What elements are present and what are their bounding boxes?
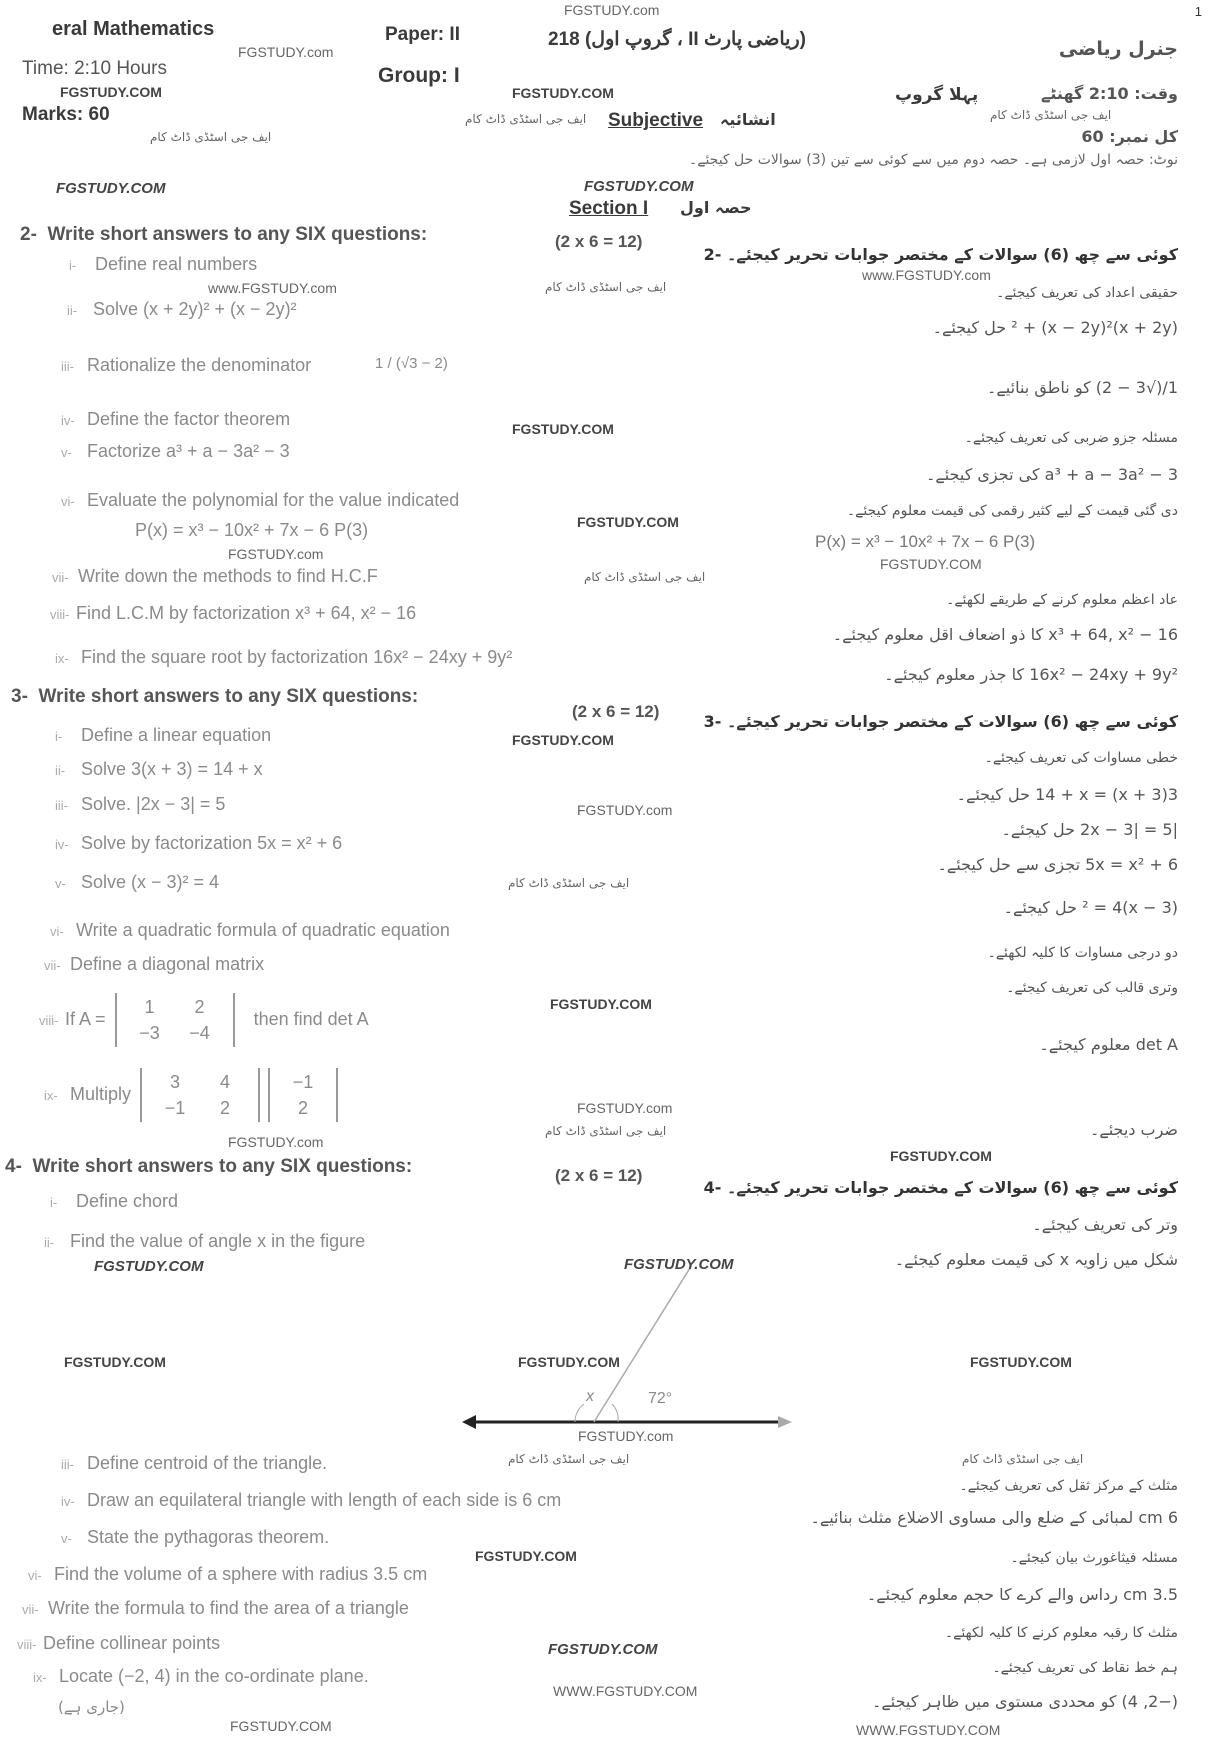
item-number: v- [61, 1531, 72, 1546]
item-number: iv- [61, 1494, 75, 1509]
q3-urdu-item: ضرب دیجئے۔ [1089, 1120, 1178, 1139]
item-number: viii- [39, 1012, 59, 1028]
item-text: Define the factor theorem [87, 409, 291, 429]
watermark: FGSTUDY.COM [518, 1354, 620, 1370]
item-text: Define real numbers [95, 254, 258, 274]
angle-arc [612, 1404, 618, 1422]
item-number: iii- [61, 359, 74, 374]
item-number: iv- [55, 837, 69, 852]
q2-urdu-math: P(x) = x³ − 10x² + 7x − 6 P(3) [815, 532, 1036, 551]
item-text: Locate (−2, 4) in the co-ordinate plane. [59, 1666, 369, 1686]
subjective-label: Subjective [608, 110, 704, 131]
item-text: Solve 3(x + 3) = 14 + x [81, 759, 263, 779]
item-text: Define centroid of the triangle. [87, 1453, 328, 1473]
watermark: FGSTUDY.COM [550, 996, 652, 1012]
q4-urdu-item: 3.5 cm رداس والے کرے کا حجم معلوم کیجئے۔ [866, 1585, 1178, 1604]
watermark: WWW.FGSTUDY.COM [553, 1683, 698, 1699]
q2-item-math: 1 / (√3 − 2) [375, 355, 448, 372]
q2-urdu-item: دی گئی قیمت کے لیے کثیر رقمی کی قیمت معلوم کیجئے۔ [846, 503, 1178, 519]
item-number: i- [55, 729, 63, 744]
item-number: ix- [44, 1087, 58, 1103]
item-text: Factorize a³ + a − 3a² − 3 [87, 441, 290, 461]
item-text: If A = [65, 1008, 106, 1029]
q3-urdu-item: 5x = x² + 6 تجزی سے حل کیجئے۔ [937, 855, 1178, 874]
item-number: vii- [52, 570, 69, 585]
watermark: FGSTUDY.com [238, 44, 334, 60]
item-number: vii- [44, 958, 61, 973]
urdu-watermark: ایف جی اسٹڈی ڈاٹ کام [465, 112, 587, 126]
urdu-watermark: ایف جی اسٹڈی ڈاٹ کام [508, 876, 630, 890]
q3-urdu-item: خطی مساوات کی تعریف کیجئے۔ [984, 750, 1178, 766]
watermark: FGSTUDY.COM [584, 178, 694, 195]
watermark: FGSTUDY.COM [624, 1256, 734, 1273]
watermark: FGSTUDY.COM [94, 1258, 204, 1275]
q4-urdu-item: (−2, 4) کو محددی مستوی میں ظاہر کیجئے۔ [872, 1692, 1178, 1711]
matrix-cell: 1 [144, 997, 155, 1017]
watermark: FGSTUDY.COM [230, 1718, 332, 1734]
item-text: Solve by factorization 5x = x² + 6 [81, 833, 343, 853]
q3-urdu-item: det A معلوم کیجئے۔ [1039, 1035, 1178, 1054]
matrix-cell: −1 [164, 1098, 186, 1118]
item-text: Define chord [76, 1191, 179, 1211]
urdu-watermark: ایف جی اسٹڈی ڈاٹ کام [150, 130, 272, 144]
item-text: Solve (x + 2y)² + (x − 2y)² [93, 299, 297, 319]
watermark: FGSTUDY.COM [512, 732, 614, 748]
q4-urdu-item: وتر کی تعریف کیجئے۔ [1032, 1215, 1178, 1234]
matrix-cell: −1 [292, 1072, 314, 1092]
arrow-right-icon [778, 1416, 792, 1428]
q4-urdu-title: کوئی سے چھ (6) سوالات کے مختصر جوابات تحریر کیجئے۔ -4 [703, 1178, 1178, 1197]
section-urdu: حصہ اول [680, 198, 752, 217]
q3-marks: (2 x 6 = 12) [572, 702, 660, 721]
item-text: Define collinear points [43, 1633, 221, 1653]
q2-urdu-item: مسئلہ جزو ضربی کی تعریف کیجئے۔ [964, 430, 1178, 446]
item-number: vii- [22, 1602, 39, 1617]
item-text: Write down the methods to find H.C.F [78, 566, 378, 586]
q2-title: Write short answers to any SIX questions: [47, 224, 428, 245]
item-text: Solve (x − 3)² = 4 [81, 872, 220, 892]
page-number: 1 [1194, 4, 1202, 19]
item-text: Evaluate the polynomial for the value indicated [87, 490, 460, 510]
item-text: Find the value of angle x in the figure [70, 1231, 366, 1251]
subject-title: eral Mathematics [52, 18, 215, 40]
item-number: v- [55, 876, 66, 891]
item-number: viii- [17, 1637, 37, 1652]
item-number: iii- [61, 1457, 74, 1472]
group-label: Group: I [378, 64, 460, 87]
item-number: vi- [28, 1568, 42, 1583]
q2-urdu-item: حقیقی اعداد کی تعریف کیجئے۔ [996, 285, 1178, 301]
item-number: iv- [61, 413, 75, 428]
urdu-marks-label: کل نمبر: 60 [1081, 127, 1178, 146]
figure-ray [594, 1268, 690, 1422]
item-number: ix- [33, 1670, 47, 1685]
item-text: Define a linear equation [81, 725, 272, 745]
watermark: FGSTUDY.COM [890, 1148, 992, 1164]
paper-label: Paper: II [385, 24, 460, 45]
watermark: FGSTUDY.COM [970, 1354, 1072, 1370]
q2-urdu-item: a³ + a − 3a² − 3 کی تجزی کیجئے۔ [925, 465, 1178, 484]
watermark: www.FGSTUDY.com [862, 267, 991, 283]
q2-urdu-item: 16x² − 24xy + 9y² کا جذر معلوم کیجئے۔ [884, 665, 1178, 684]
urdu-watermark: ایف جی اسٹڈی ڈاٹ کام [545, 280, 667, 294]
item-number: vi- [61, 494, 75, 509]
watermark: FGSTUDY.COM [512, 85, 614, 101]
item-number: viii- [50, 607, 70, 622]
item-text: Find L.C.M by factorization x³ + 64, x² − 16 [76, 603, 417, 623]
time-label: Time: 2:10 Hours [22, 58, 168, 79]
continued-note: (جاری ہے) [58, 1698, 125, 1716]
urdu-instruction: نوٹ: حصہ اول لازمی ہے۔ حصہ دوم میں سے کوئی سے تین (3) سوالات حل کیجئے۔ [689, 152, 1178, 168]
watermark: FGSTUDY.COM [60, 84, 162, 100]
urdu-subject-title: جنرل ریاضی [1058, 38, 1178, 60]
q4-title: Write short answers to any SIX questions: [32, 1156, 413, 1177]
item-text: Find the square root by factorization 16x² − 24xy + 9y² [81, 647, 513, 667]
item-text: Draw an equilateral triangle with length of each side is 6 cm [87, 1490, 562, 1510]
watermark: FGSTUDY.COM [475, 1548, 577, 1564]
q4-urdu-item: مسئلہ فیثاغورث بیان کیجئے۔ [1010, 1550, 1178, 1566]
q4-urdu-item: 6 cm لمبائی کے ضلع والی مساوی الاضلاع مثلث بنائیے۔ [810, 1508, 1178, 1527]
urdu-group-label: پہلا گروپ [895, 85, 979, 105]
urdu-watermark: ایف جی اسٹڈی ڈاٹ کام [962, 1452, 1084, 1466]
item-number: ii- [67, 303, 78, 318]
q2-marks: (2 x 6 = 12) [555, 232, 643, 251]
marks-label: Marks: 60 [22, 104, 110, 125]
urdu-paper-label: (ریاضی پارٹ II ، گروپ اول) 218 [548, 29, 806, 50]
item-text: Define a diagonal matrix [70, 954, 265, 974]
angle-arc [575, 1404, 584, 1422]
q3-urdu-item: دو درجی مساوات کا کلیہ لکھئے۔ [987, 945, 1178, 961]
item-number: vi- [50, 924, 64, 939]
q3-urdu-title: کوئی سے چھ (6) سوالات کے مختصر جوابات تحریر کیجئے۔ -3 [703, 712, 1178, 731]
watermark: FGSTUDY.com [228, 1134, 324, 1150]
matrix-cell: 3 [170, 1072, 181, 1092]
item-number: i- [50, 1195, 58, 1210]
section-label: Section I [569, 198, 649, 219]
item-number: ii- [44, 1235, 55, 1250]
urdu-time-label: وقت: 2:10 گھنٹے [1041, 84, 1178, 103]
q3-urdu-item: |2x − 3| = 5 حل کیجئے۔ [1001, 820, 1178, 839]
watermark: WWW.FGSTUDY.COM [856, 1722, 1001, 1738]
item-text: Write the formula to find the area of a triangle [48, 1598, 409, 1618]
watermark: FGSTUDY.com [577, 802, 673, 818]
q2-number: 2- [20, 224, 37, 245]
matrix-cell: 2 [298, 1098, 309, 1118]
item-number: v- [61, 445, 72, 460]
watermark: FGSTUDY.COM [548, 1641, 658, 1658]
arrow-left-icon [462, 1415, 476, 1429]
watermark: FGSTUDY.com [578, 1428, 674, 1444]
q2-urdu-title: کوئی سے چھ (6) سوالات کے مختصر جوابات تحریر کیجئے۔ -2 [703, 245, 1178, 264]
q3-urdu-item: (x − 3)² = 4 حل کیجئے۔ [1003, 898, 1178, 917]
urdu-watermark: ایف جی اسٹڈی ڈاٹ کام [990, 108, 1112, 122]
watermark: FGSTUDY.com [564, 2, 660, 18]
q2-urdu-item: 1/(√3 − 2) کو ناطق بنائیے۔ [987, 378, 1178, 397]
q2-urdu-item: عاد اعظم معلوم کرنے کے طریقے لکھئے۔ [946, 592, 1178, 608]
item-text: Rationalize the denominator [87, 355, 312, 375]
item-text: Write a quadratic formula of quadratic equation [76, 920, 450, 940]
urdu-watermark: ایف جی اسٹڈی ڈاٹ کام [584, 570, 706, 584]
item-number: i- [69, 258, 77, 273]
watermark: www.FGSTUDY.com [208, 280, 337, 296]
q4-urdu-item: مثلث کا رقبہ معلوم کرنے کا کلیہ لکھئے۔ [944, 1625, 1178, 1641]
item-text: then find det A [253, 1008, 369, 1029]
item-number: ii- [55, 763, 66, 778]
subjective-urdu: انشائیہ [720, 110, 776, 129]
q2-urdu-item: (x + 2y)² + (x − 2y)² حل کیجئے۔ [932, 318, 1178, 337]
matrix-cell: −4 [189, 1023, 210, 1043]
watermark: FGSTUDY.com [228, 546, 324, 562]
q2-item-math: P(x) = x³ − 10x² + 7x − 6 P(3) [135, 520, 369, 540]
watermark: FGSTUDY.COM [512, 421, 614, 437]
item-text: Solve. |2x − 3| = 5 [81, 794, 226, 814]
watermark: FGSTUDY.COM [56, 180, 166, 197]
item-number: ix- [55, 651, 69, 666]
matrix-cell: 4 [220, 1072, 231, 1092]
matrix-cell: −3 [139, 1023, 160, 1043]
urdu-watermark: ایف جی اسٹڈی ڈاٹ کام [508, 1452, 630, 1466]
figure-angle-72: 72° [648, 1390, 673, 1407]
watermark: FGSTUDY.COM [880, 556, 982, 572]
q4-urdu-item: مثلث کے مرکز ثقل کی تعریف کیجئے۔ [959, 1478, 1178, 1494]
urdu-watermark: ایف جی اسٹڈی ڈاٹ کام [545, 1124, 667, 1138]
q3-number: 3- [11, 686, 28, 707]
watermark: FGSTUDY.COM [64, 1354, 166, 1370]
q3-urdu-item: وتری قالب کی تعریف کیجئے۔ [1006, 980, 1178, 996]
q3-urdu-item: 3(x + 3) = 14 + x حل کیجئے۔ [956, 785, 1178, 804]
q3-title: Write short answers to any SIX questions: [38, 686, 419, 707]
matrix-cell: 2 [194, 997, 205, 1017]
item-text: Multiply [70, 1083, 132, 1104]
item-text: Find the volume of a sphere with radius 3.5 cm [54, 1564, 428, 1584]
q2-urdu-item: x³ + 64, x² − 16 کا ذو اضعاف اقل معلوم کیجئے۔ [832, 625, 1178, 644]
watermark: FGSTUDY.COM [577, 514, 679, 530]
figure-angle-x: x [586, 1388, 594, 1405]
item-text: State the pythagoras theorem. [87, 1527, 330, 1547]
q4-marks: (2 x 6 = 12) [555, 1166, 643, 1185]
q4-number: 4- [5, 1156, 22, 1177]
matrix-cell: 2 [220, 1098, 231, 1118]
q4-urdu-item: شکل میں زاویہ x کی قیمت معلوم کیجئے۔ [894, 1250, 1178, 1269]
item-number: iii- [55, 798, 68, 813]
watermark: FGSTUDY.com [577, 1100, 673, 1116]
q4-urdu-item: ہم خط نقاط کی تعریف کیجئے۔ [992, 1660, 1178, 1676]
